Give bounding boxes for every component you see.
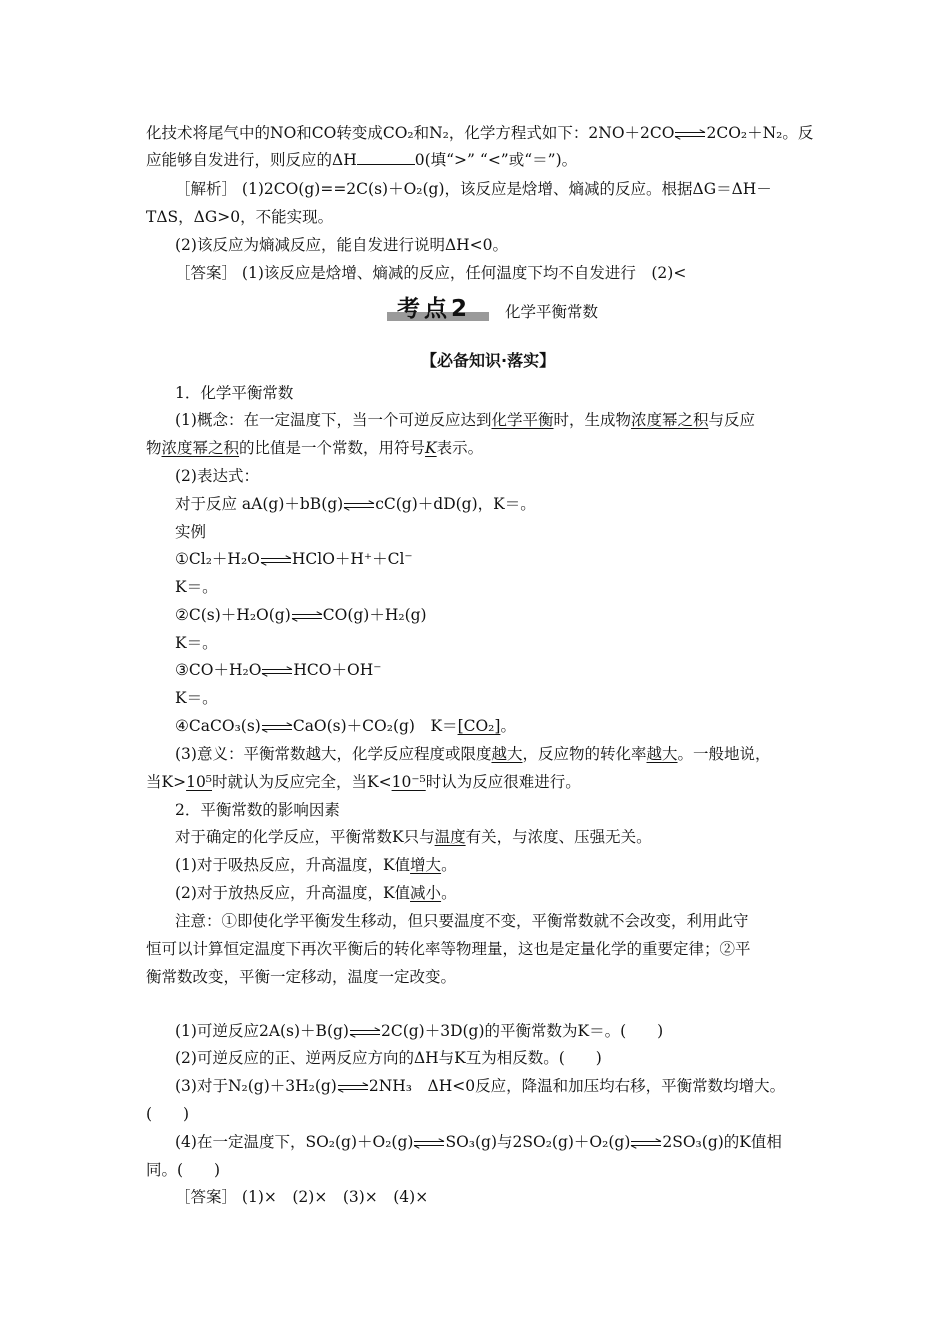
- analysis-line-1: ［解析］ (1)2CO(g)==2C(s)＋O₂(g)，该反应是焓增、熵减的反应。根据ΔG＝ΔH－: [175, 180, 772, 198]
- example-1: [175, 549, 413, 569]
- underlined-text: 浓度幂之积: [631, 411, 709, 429]
- answer-line-1: ［答案］ (1)该反应是焓增、熵减的反应，任何温度下均不自发进行 (2)<: [175, 264, 687, 282]
- text: 时，生成物: [553, 411, 631, 429]
- section-heading: 【必备知识·落实】: [421, 351, 556, 370]
- text: ②C(s)＋H₂O(g): [175, 606, 291, 624]
- text: 时认为反应很难进行。: [425, 773, 581, 791]
- example-2-k: K＝。: [175, 634, 218, 652]
- text: 时就认为反应完全，当K<: [212, 773, 392, 791]
- equilibrium-arrow-icon: [262, 722, 292, 732]
- topic-banner: [387, 292, 489, 322]
- equilibrium-arrow-icon: [631, 1138, 661, 1148]
- text: 表示。: [436, 439, 484, 457]
- underlined-text: 10⁻⁵: [391, 773, 426, 791]
- quiz-4: [175, 1132, 782, 1152]
- underlined-text: 减小: [410, 884, 442, 902]
- text: 2CO₂＋N₂。反: [706, 124, 814, 142]
- text: 应能够自发进行，则反应的ΔH: [146, 151, 357, 169]
- text: (3)意义：平衡常数越大，化学反应程度或限度: [175, 745, 492, 763]
- quiz-1: [175, 1021, 663, 1041]
- text: 物: [146, 439, 162, 457]
- heading-2: 2．平衡常数的影响因素: [175, 801, 340, 819]
- text: 化技术将尾气中的NO和CO转变成CO₂和N₂，化学方程式如下：2NO＋2CO: [146, 124, 675, 142]
- factor-line-3: [175, 883, 457, 903]
- banner-title: 考点2: [397, 296, 472, 322]
- text: 。: [441, 856, 457, 874]
- quiz-3: [175, 1076, 785, 1096]
- banner-subtitle: 化学平衡常数: [505, 303, 599, 321]
- text: 0(填“>” “<”或“＝”)。: [414, 151, 578, 169]
- underlined-text: 越大: [491, 745, 523, 763]
- text: (1)概念：在一定温度下，当一个可逆反应达到: [175, 411, 492, 429]
- example-4: [175, 716, 516, 736]
- text: 。: [500, 717, 516, 735]
- equilibrium-arrow-icon: [292, 611, 322, 621]
- analysis-line-3: (2)该反应为熵减反应，能自发进行说明ΔH<0。: [175, 236, 509, 254]
- text: (3)对于N₂(g)＋3H₂(g): [175, 1077, 337, 1095]
- underlined-text: 10⁵: [186, 773, 213, 791]
- note-line-3: 衡常数改变，平衡一定移动，温度一定改变。: [146, 968, 457, 986]
- quiz-3-cont: ( ): [146, 1105, 190, 1123]
- underlined-text: [CO₂]: [457, 717, 501, 735]
- concept-line-2: [146, 438, 483, 458]
- quiz-4-cont: 同。( ): [146, 1161, 221, 1179]
- underlined-text: 化学平衡: [491, 411, 554, 429]
- note-line-1: 注意：①即使化学平衡发生移动，但只要温度不变，平衡常数就不会改变，利用此守: [175, 912, 749, 930]
- text: CaO(s)＋CO₂(g) K＝: [292, 717, 458, 735]
- text: 2NH₃ ΔH<0反应，降温和加压均右移，平衡常数均增大。: [368, 1077, 786, 1095]
- text: ④CaCO₃(s): [175, 717, 261, 735]
- text: HCO＋OH⁻: [293, 661, 382, 679]
- text: ①Cl₂＋H₂O: [175, 550, 260, 568]
- text: 对于反应 aA(g)＋bB(g): [175, 495, 344, 513]
- underlined-text: K: [425, 439, 437, 457]
- concept-line-1: [175, 410, 755, 430]
- text: ，反应物的转化率: [522, 745, 647, 763]
- factor-line-2: [175, 855, 457, 875]
- equilibrium-arrow-icon: [344, 500, 374, 510]
- text: CO(g)＋H₂(g): [322, 606, 427, 624]
- meaning-line-1: [175, 744, 771, 764]
- equilibrium-arrow-icon: [414, 1138, 444, 1148]
- text: 。一般地说，: [677, 745, 771, 763]
- expression-line: [175, 494, 536, 514]
- text: ③CO＋H₂O: [175, 661, 262, 679]
- note-line-2: 恒可以计算恒定温度下再次平衡后的转化率等物理量，这也是定量化学的重要定律；②平: [146, 940, 751, 958]
- text: SO₃(g)与2SO₂(g)＋O₂(g): [445, 1133, 631, 1151]
- intro-line-2: [146, 150, 577, 170]
- answer-blank: [357, 150, 415, 165]
- equilibrium-arrow-icon: [338, 1082, 368, 1092]
- text: (1)可逆反应2A(s)＋B(g): [175, 1022, 349, 1040]
- text: 对于确定的化学反应，平衡常数K只与: [175, 828, 435, 846]
- text: 有关，与浓度、压强无关。: [465, 828, 652, 846]
- text: 与反应: [708, 411, 756, 429]
- meaning-line-2: [146, 772, 581, 792]
- equilibrium-arrow-icon: [262, 666, 292, 676]
- expression-title: (2)表达式：: [175, 467, 259, 485]
- text: (1)对于吸热反应，升高温度，K值: [175, 856, 411, 874]
- text: HClO＋H⁺＋Cl⁻: [291, 550, 413, 568]
- example-title: 实例: [175, 523, 207, 541]
- equilibrium-arrow-icon: [261, 555, 291, 565]
- text: 的比值是一个常数，用符号: [239, 439, 426, 457]
- analysis-line-2: TΔS，ΔG>0，不能实现。: [146, 208, 334, 226]
- example-1-k: K＝。: [175, 578, 218, 596]
- equilibrium-arrow-icon: [675, 129, 705, 139]
- example-3: [175, 660, 381, 680]
- text: (4)在一定温度下，SO₂(g)＋O₂(g): [175, 1133, 414, 1151]
- underlined-text: 增大: [410, 856, 442, 874]
- example-3-k: K＝。: [175, 689, 218, 707]
- example-2: [175, 605, 427, 625]
- text: 2C(g)＋3D(g)的平衡常数为K＝。( ): [380, 1022, 664, 1040]
- text: 。: [441, 884, 457, 902]
- factor-line-1: [175, 827, 652, 847]
- intro-line-1: [146, 123, 813, 143]
- equilibrium-arrow-icon: [350, 1027, 380, 1037]
- heading-1: 1．化学平衡常数: [175, 384, 294, 402]
- underlined-text: 浓度幂之积: [161, 439, 240, 457]
- text: 当K>: [146, 773, 187, 791]
- quiz-2: (2)可逆反应的正、逆两反应方向的ΔH与K互为相反数。( ): [175, 1049, 602, 1067]
- text: cC(g)＋dD(g)，K＝。: [375, 495, 536, 513]
- text: (2)对于放热反应，升高温度，K值: [175, 884, 411, 902]
- text: 2SO₃(g)的K值相: [662, 1133, 782, 1151]
- underlined-text: 温度: [434, 828, 466, 846]
- underlined-text: 越大: [646, 745, 678, 763]
- quiz-answer: ［答案］ (1)× (2)× (3)× (4)×: [175, 1188, 429, 1206]
